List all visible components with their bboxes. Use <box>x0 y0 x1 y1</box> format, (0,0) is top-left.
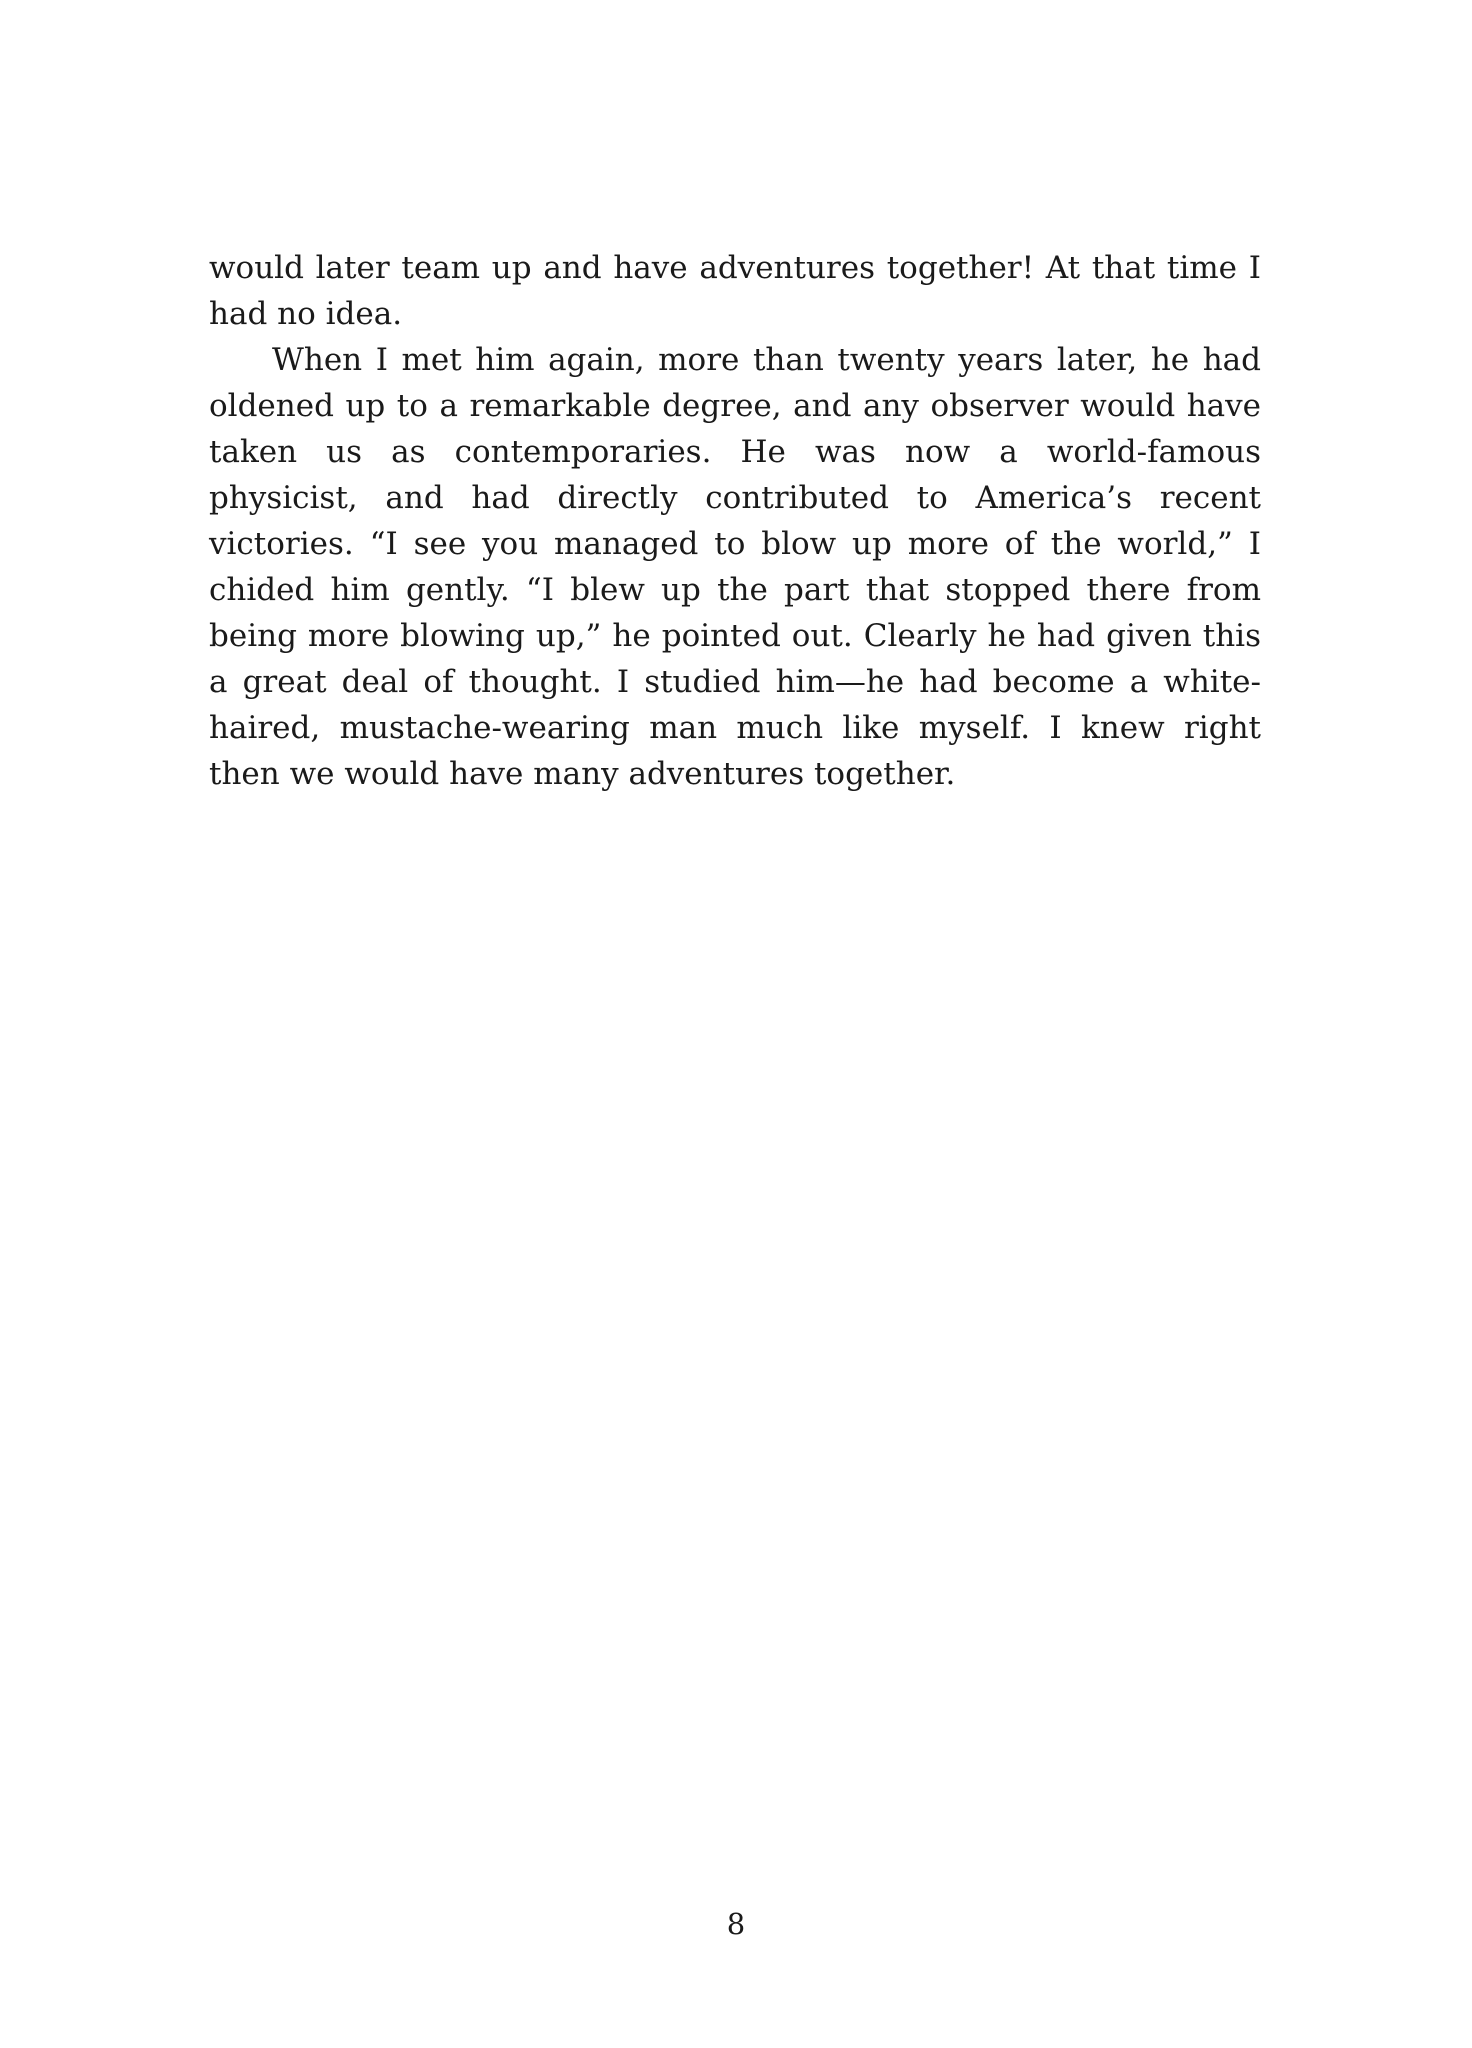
paragraph: When I met him again, more than twenty years later, he had oldened up to a remarkable degree, and any observer would have taken us as contemporaries. He was now a world-famous physicist, and had directly contributed to America’s recent victories. “I see you managed to blow up more of the world,” I chided him gently. “I blew up the part that stopped there from being more blowing up,” he pointed out. Clearly he had given this a great deal of thought. I studied him—he had become a white-haired, mustache-wearing man much like myself. I knew right then we would have many adventures together. <box>209 342 1261 792</box>
body-text <box>209 245 1261 797</box>
page-number: 8 <box>726 1907 746 1941</box>
paragraph-continued: would later team up and have adventures together! At that time I had no idea. <box>209 250 1261 332</box>
